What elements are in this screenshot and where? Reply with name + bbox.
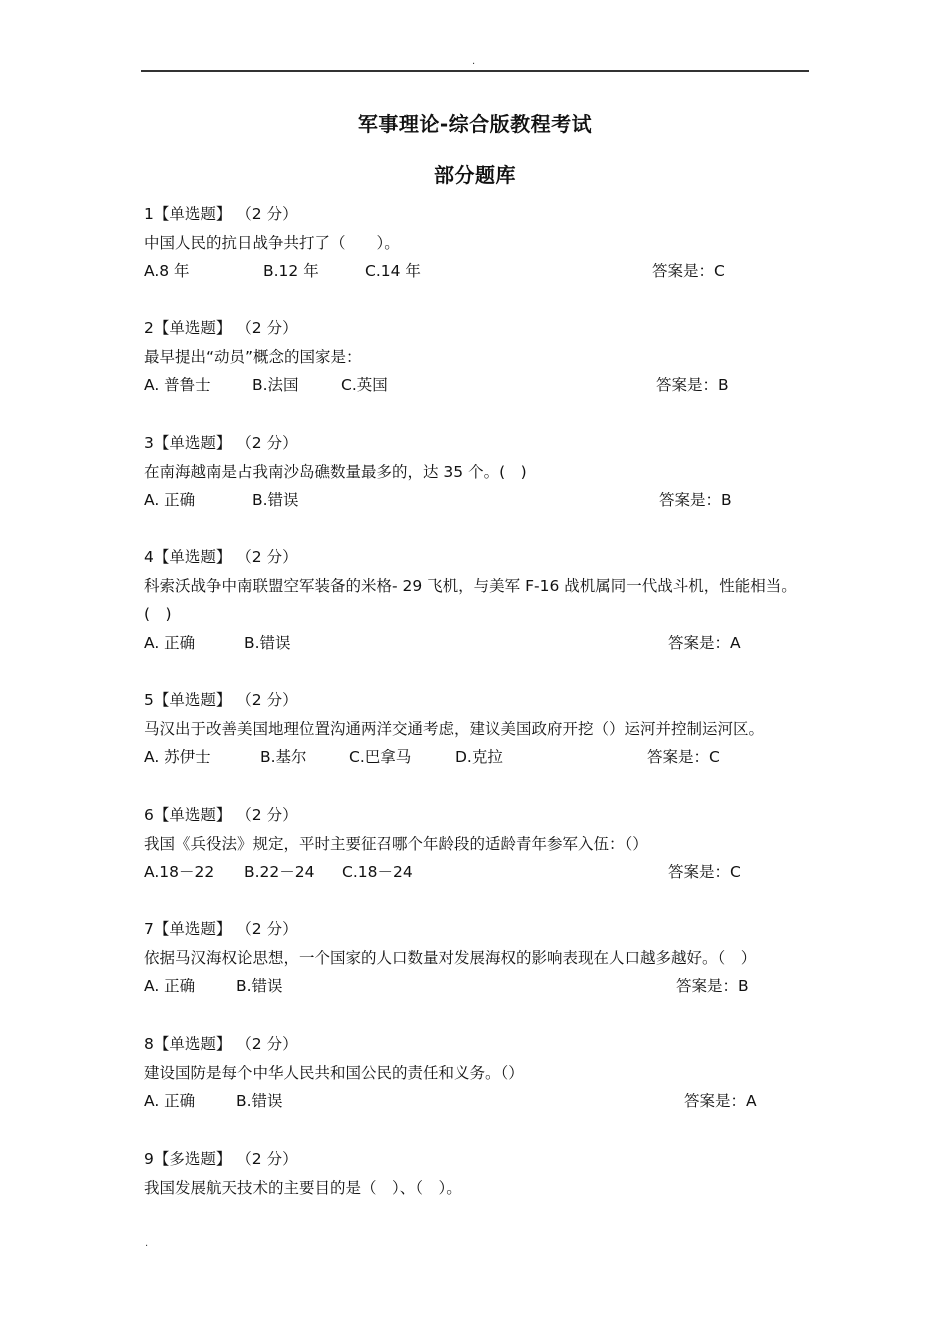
option-b: B.错误 [236,977,283,996]
option-a: A. 普鲁士 [144,376,211,395]
question-header: 9【多选题】 （2 分） [144,1150,298,1168]
question-header: 7【单选题】 （2 分） [144,920,298,938]
document-title: 军事理论-综合版教程考试 [357,112,593,136]
question-header: 5【单选题】 （2 分） [144,691,298,709]
option-a: A. 正确 [144,633,196,652]
question-8 [144,1030,814,1116]
question-stem: 在南海越南是占我南沙岛礁数量最多的，达 35 个。( ) [144,462,527,481]
question-options [144,257,814,286]
option-b: B.错误 [252,491,299,510]
option-a: A.8 年 [144,262,190,281]
question-stem: 最早提出“动员”概念的国家是： [144,347,362,366]
option-c: C.18－24 [342,863,413,882]
option-b: B.错误 [236,1092,283,1111]
question-7 [144,915,814,1001]
option-a: A. 正确 [144,1092,196,1111]
option-b: B.22－24 [244,863,315,882]
option-b: B.12 年 [263,262,319,281]
question-6 [144,801,814,887]
option-b: B.错误 [244,633,291,652]
answer-label: 答案是：B [659,491,732,510]
question-stem: 科索沃战争中南联盟空军装备的米格- 29 飞机，与美军 F-16 战机属同一代战斗机，性能相当。( ) [144,576,797,624]
question-header: 2【单选题】 （2 分） [144,319,298,337]
question-options [144,743,814,772]
answer-label: 答案是：B [656,376,729,395]
question-9 [144,1145,814,1202]
question-stem: 我国《兵役法》规定，平时主要征召哪个年龄段的适龄青年参军入伍：（） [144,834,648,853]
option-c: C.英国 [341,376,388,395]
question-options [144,629,814,658]
question-stem: 我国发展航天技术的主要目的是（ ）、（ ）。 [144,1178,462,1197]
document-subtitle: 部分题库 [434,163,516,187]
answer-label: 答案是：C [647,748,720,767]
option-b: B.法国 [252,376,299,395]
footer-mark: . [145,1238,149,1249]
question-options [144,858,814,887]
question-5 [144,686,814,772]
answer-label: 答案是：C [652,262,725,281]
answer-label: 答案是：C [668,863,741,882]
option-c: C.巴拿马 [349,748,412,767]
question-options [144,486,814,515]
question-stem: 马汉出于改善美国地理位置沟通两洋交通考虑，建议美国政府开挖（）运河并控制运河区。 [144,719,765,738]
question-stem: 中国人民的抗日战争共打了（ ）。 [144,233,400,252]
question-header: 3【单选题】 （2 分） [144,434,298,452]
answer-label: 答案是：A [684,1092,757,1111]
option-b: B.基尔 [260,748,307,767]
question-1 [144,200,814,286]
option-a: A. 正确 [144,977,196,996]
header-mark: . [472,56,476,67]
option-d: D.克拉 [455,748,503,767]
question-2 [144,314,814,400]
question-header: 6【单选题】 （2 分） [144,806,298,824]
option-a: A. 苏伊士 [144,748,211,767]
option-a: A.18－22 [144,863,215,882]
option-c: C.14 年 [365,262,421,281]
question-header: 1【单选题】 （2 分） [144,205,298,223]
question-options [144,371,814,400]
answer-label: 答案是：A [668,633,741,652]
question-header: 8【单选题】 （2 分） [144,1035,298,1053]
option-a: A. 正确 [144,491,196,510]
question-stem: 依据马汉海权论思想，一个国家的人口数量对发展海权的影响表现在人口越多越好。（ ） [144,948,757,967]
question-header: 4【单选题】 （2 分） [144,548,298,566]
question-options [144,1087,814,1116]
question-3 [144,429,814,515]
question-stem: 建设国防是每个中华人民共和国公民的责任和义务。（） [144,1063,524,1082]
answer-label: 答案是：B [676,977,749,996]
question-4 [144,543,814,657]
header-rule [141,70,809,72]
question-options [144,972,814,1001]
